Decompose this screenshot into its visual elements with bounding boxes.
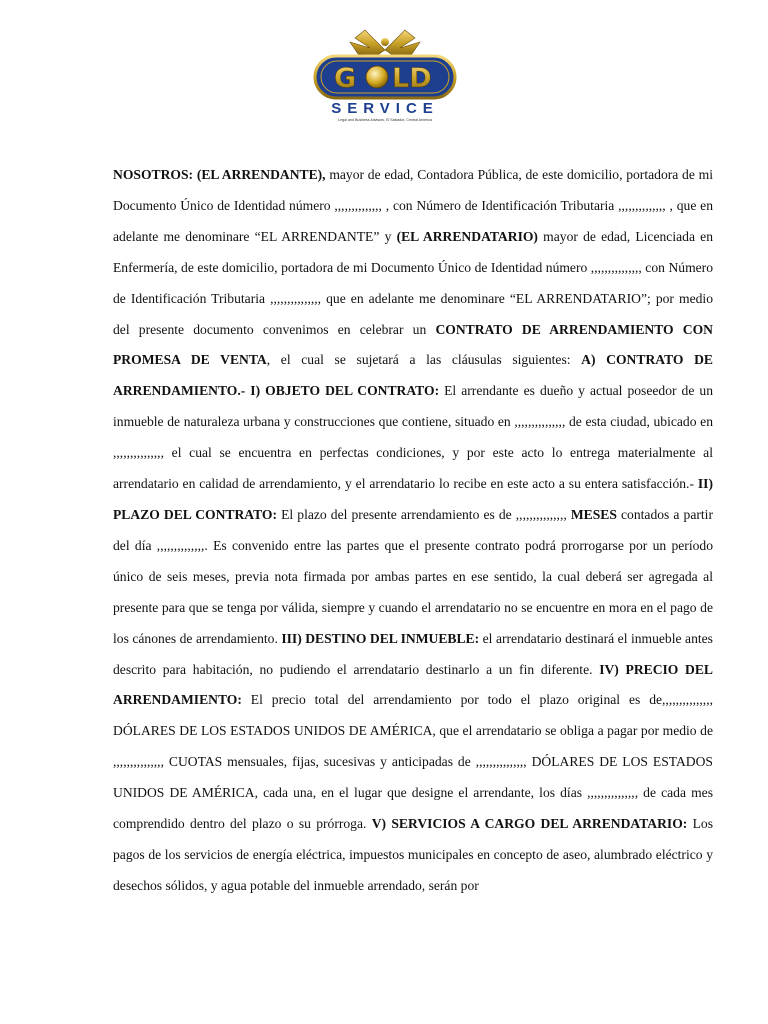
- clause-heading: MESES: [570, 506, 617, 522]
- company-logo: [310, 20, 460, 128]
- clause-text: el arrendatario destinará el inmueble antes descrito para habitación, no pudiendo el arrendatario destinarlo a un fin diferente.: [113, 630, 713, 677]
- clause-text: Los pagos de los servicios de energía eléctrica, impuestos municipales en concepto de aseo, alumbrado eléctrico y desechos sólidos, y agua potable del inmueble arrendado, serán por: [113, 816, 714, 893]
- clause-heading: A) CONTRATO DE ARRENDAMIENTO.- I) OBJETO DEL CONTRATO:: [113, 352, 713, 399]
- svg-text:LD: LD: [392, 63, 432, 94]
- contract-paragraph: [113, 160, 713, 902]
- logo-tagline: Legal and Business Advisors, El Salvador, Central America: [338, 118, 432, 122]
- clause-heading: III) DESTINO DEL INMUEBLE:: [281, 630, 480, 646]
- clause-heading: II) PLAZO DEL CONTRATO:: [113, 476, 713, 522]
- clause-heading: V) SERVICIOS A CARGO DEL ARRENDATARIO:: [371, 816, 688, 832]
- clause-text: contados a partir del día ,,,,,,,,,,,,,,. Es convenido entre las partes que el presente contrato podrá prorrogarse por un período único de seis meses, previa nota firmada por ambas partes en ese sentido, la cual deberá ser agregada al presente para que se tenga por válida, siempre y cuando el arrendatario no se encuentre en mora en el pago de los cánones de arrendamiento.: [113, 506, 713, 646]
- logo-sub: SERVICE: [331, 100, 439, 117]
- clause-heading: (EL ARRENDATARIO): [396, 228, 538, 244]
- contract-body: [113, 160, 713, 902]
- clause-text: , el cual se sujetará a las cláusulas siguientes:: [266, 352, 582, 368]
- clause-text: El precio total del arrendamiento por todo el plazo original es de,,,,,,,,,,,,,,, DÓLARES DE LOS ESTADOS UNIDOS DE AMÉRICA, que el arrendatario se obliga a pagar por medio de ,,,,,,,,,,,,,,, CUOTAS mensuales, fijas, sucesivas y anticipadas de ,,,,,,,,,,,,,,, DÓLARES DE LOS ESTADOS UNIDOS DE AMÉRICA, cada una, en el lugar que designe el arrendante, los días ,,,,,,,,,,,,,,, de cada mes comprendido dentro del plazo o su prórroga.: [113, 692, 713, 832]
- clause-text: El plazo del presente arrendamiento es de ,,,,,,,,,,,,,,,: [277, 506, 571, 522]
- clause-text: El arrendante es dueño y actual poseedor de un inmueble de naturaleza urbana y construcciones que contiene, situado en ,,,,,,,,,,,,,,, de esta ciudad, ubicado en ,,,,,,,,,,,,,,, el cual se encuentra en perfectas condiciones, y por este acto lo entrega materialmente al arrendatario en calidad de arrendamiento, y el arrendatario lo recibe en este acto a su entera satisfacción.-: [113, 383, 714, 492]
- logo-brand-text: G: [334, 63, 358, 94]
- clause-heading: CONTRATO DE ARRENDAMIENTO CON PROMESA DE VENTA: [113, 321, 714, 368]
- clause-text: mayor de edad, Contadora Pública, de este domicilio, portadora de mi Documento Único de Identidad número ,,,,,,,,,,,,,, , con Número de Identificación Tributaria ,,,,,,,,,,,,,, , que en adelante me denominare “EL ARRENDANTE” y: [113, 167, 713, 244]
- clause-heading: IV) PRECIO DEL ARRENDAMIENTO:: [113, 661, 713, 708]
- clause-text: mayor de edad, Licenciada en Enfermería, de este domicilio, portadora de mi Documento Único de Identidad número ,,,,,,,,,,,,,,, con Número de Identificación Tributaria ,,,,,,,,,,,,,,, que en adelante me denominare “EL ARRENDATARIO”; por medio del presente documento convenimos en celebrar un: [113, 228, 713, 337]
- clause-heading: NOSOTROS: (EL ARRENDANTE),: [113, 167, 326, 182]
